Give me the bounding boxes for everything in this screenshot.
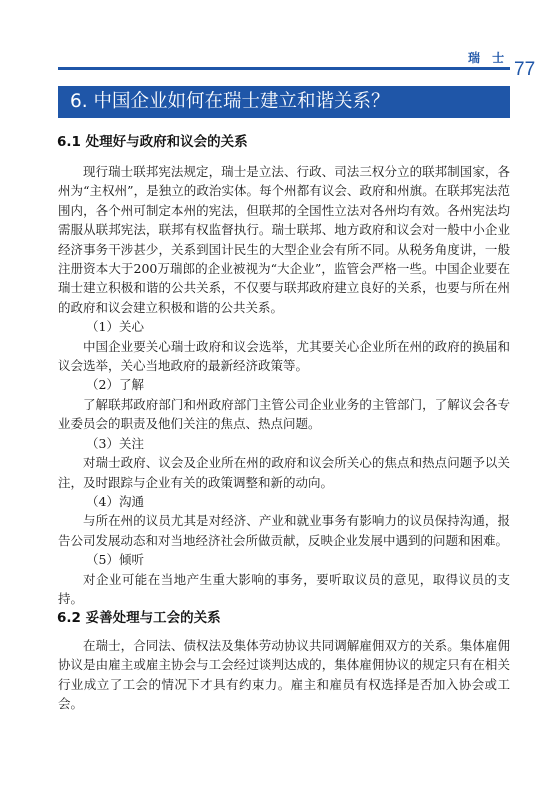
- item-label-4: （4）沟通: [86, 493, 144, 509]
- item-text-2: 了解联邦政府部门和州政府部门主管公司企业业务的主管部门，了解议会各专业委员会的职责及他们关注的焦点、热点问题。: [58, 396, 510, 432]
- section-6-2-paragraph: 在瑞士，合同法、债权法及集体劳动协议共同调解雇佣双方的关系。集体雇佣协议是由雇主或雇主协会与工会经过谈判达成的，集体雇佣协议的规定只有在相关行业成立了工会的情况下才具有约束力。雇主和雇员有权选择是否加入协会或工会。: [58, 638, 510, 712]
- section-6-1-body: [58, 162, 510, 608]
- item-label-3: （3）关注: [86, 435, 144, 451]
- item-text-5: 对企业可能在当地产生重大影响的事务，要听取议员的意见，取得议员的支持。: [58, 571, 510, 606]
- header-rule: [58, 67, 510, 70]
- section-heading-6-2: 6.2 妥善处理与工会的关系: [57, 610, 221, 626]
- item-text-4: 与所在州的议员尤其是对经济、产业和就业事务有影响力的议员保持沟通，报告公司发展动态和对当地经济社会所做贡献，反映企业发展中遇到的问题和困难。: [58, 513, 510, 548]
- running-header-country: 瑞 士: [468, 51, 509, 65]
- item-text-1: 中国企业要关心瑞士政府和议会选举，尤其要关心企业所在州的政府的换届和议会选举，关心当地政府的最新经济政策等。: [58, 338, 510, 374]
- section-heading-6-1: 6.1 处理好与政府和议会的关系: [57, 134, 248, 150]
- page-number: 77: [514, 59, 536, 80]
- intro-paragraph: 现行瑞士联邦宪法规定，瑞士是立法、行政、司法三权分立的联邦制国家，各州为“主权州”，是独立的政治实体。每个州都有议会、政府和州旗。在联邦宪法范围内，各个州可制定本州的宪法，但联邦的全国性立法对各州均有效。各州宪法均需服从联邦宪法，联邦有权监督执行。瑞士联邦、地方政府和议会对一般中小企业经济事务干涉甚少，关系到国计民生的大型企业会有所不同。从税务角度讲，一般注册资本大于200万瑞郎的企业被视为“大企业”，监管会严格一些。中国企业要在瑞士建立积极和谐的公共关系，不仅要与联邦政府建立良好的关系，也要与所在州的政府和议会建立积极和谐的公共关系。: [58, 164, 510, 315]
- item-text-3: 对瑞士政府、议会及企业所在州的政府和议会所关心的焦点和热点问题予以关注，及时跟踪与企业有关的政策调整和新的动向。: [58, 455, 510, 490]
- section-6-2-body: [58, 636, 510, 714]
- chapter-title: 6. 中国企业如何在瑞士建立和谐关系？: [58, 86, 510, 118]
- item-label-2: （2）了解: [86, 377, 144, 393]
- item-label-1: （1）关心: [86, 319, 144, 335]
- item-label-5: （5）倾听: [86, 552, 144, 568]
